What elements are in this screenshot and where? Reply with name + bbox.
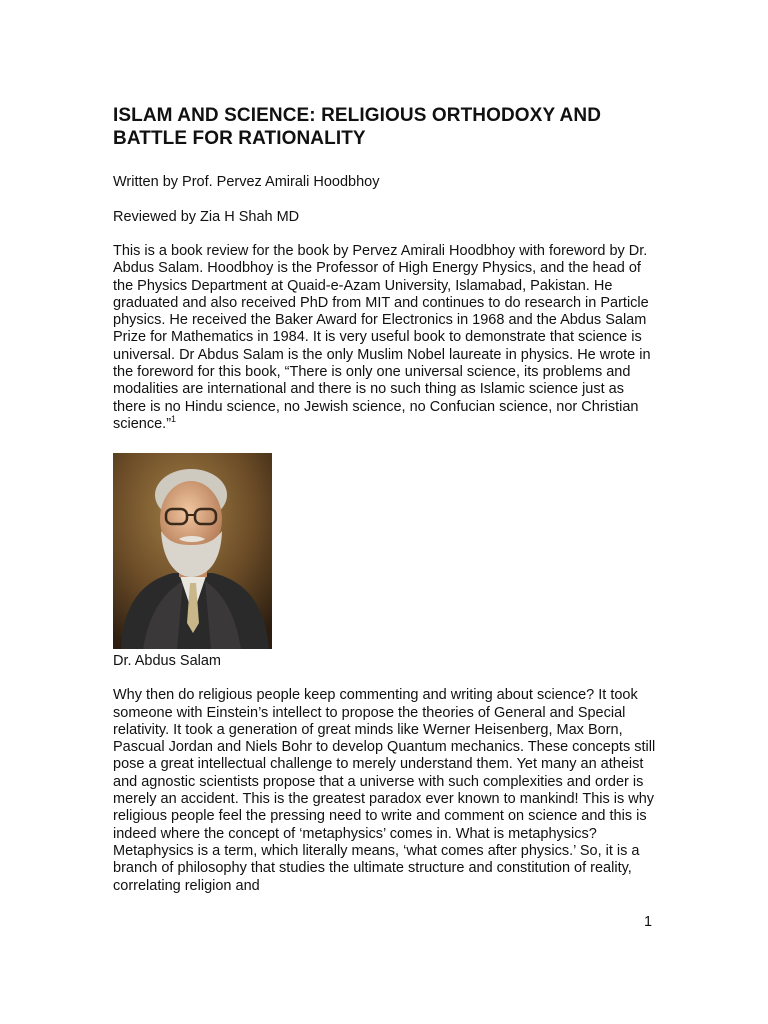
intro-paragraph <box>113 243 658 433</box>
page-number: 1 <box>644 914 653 930</box>
author-line: Written by Prof. Pervez Amirali Hoodbhoy <box>113 174 380 190</box>
document-page <box>113 104 658 895</box>
document-title: ISLAM AND SCIENCE: RELIGIOUS ORTHODOXY AND BATTLE FOR RATIONALITY <box>113 105 602 149</box>
intro-paragraph-text: This is a book review for the book by Pervez Amirali Hoodbhoy with foreword by Dr. Abdus Salam. Hoodbhoy is the Professor of High Energy Physics, and the head of the Physics Department at Quaid-e-Azam University, Islamabad, Pakistan. He graduated and also received PhD from MIT and continues to do research in Particle physics. He received the Baker Award for Electronics in 1968 and the Abdus Salam Prize for Mathematics in 1984. It is very useful book to demonstrate that science is universal. Dr Abdus Salam is the only Muslim Nobel laureate in physics. He wrote in the foreword for this book, “There is only one universal science, its problems and modalities are international and there is no such thing as Islamic science just as there is no Hindu science, no Jewish science, no Confucian science, nor Christian science.” <box>113 243 651 432</box>
body-paragraph: Why then do religious people keep commenting and writing about science? It took someone with Einstein’s intellect to propose the theories of General and Special relativity. It took a generation of great minds like Werner Heisenberg, Max Born, Pascual Jordan and Niels Bohr to develop Quantum mechanics. These concepts still pose a great intellectual challenge to merely understand them. Yet many an atheist and agnostic scientists propose that a universe with such complexities and order is merely an accident. This is the greatest paradox ever known to mankind! This is why religious people feel the pressing need to write and comment on science and this is indeed where the concept of ‘metaphysics’ comes in. What is metaphysics? Metaphysics is a term, which literally means, ‘what comes after physics.’ So, it is a branch of philosophy that studies the ultimate structure and constitution of reality, correlating religion and <box>113 687 656 894</box>
footnote-reference: 1 <box>171 414 177 425</box>
reviewer-line: Reviewed by Zia H Shah MD <box>113 209 300 225</box>
portrait-photo <box>113 453 272 649</box>
photo-caption: Dr. Abdus Salam <box>113 653 221 670</box>
